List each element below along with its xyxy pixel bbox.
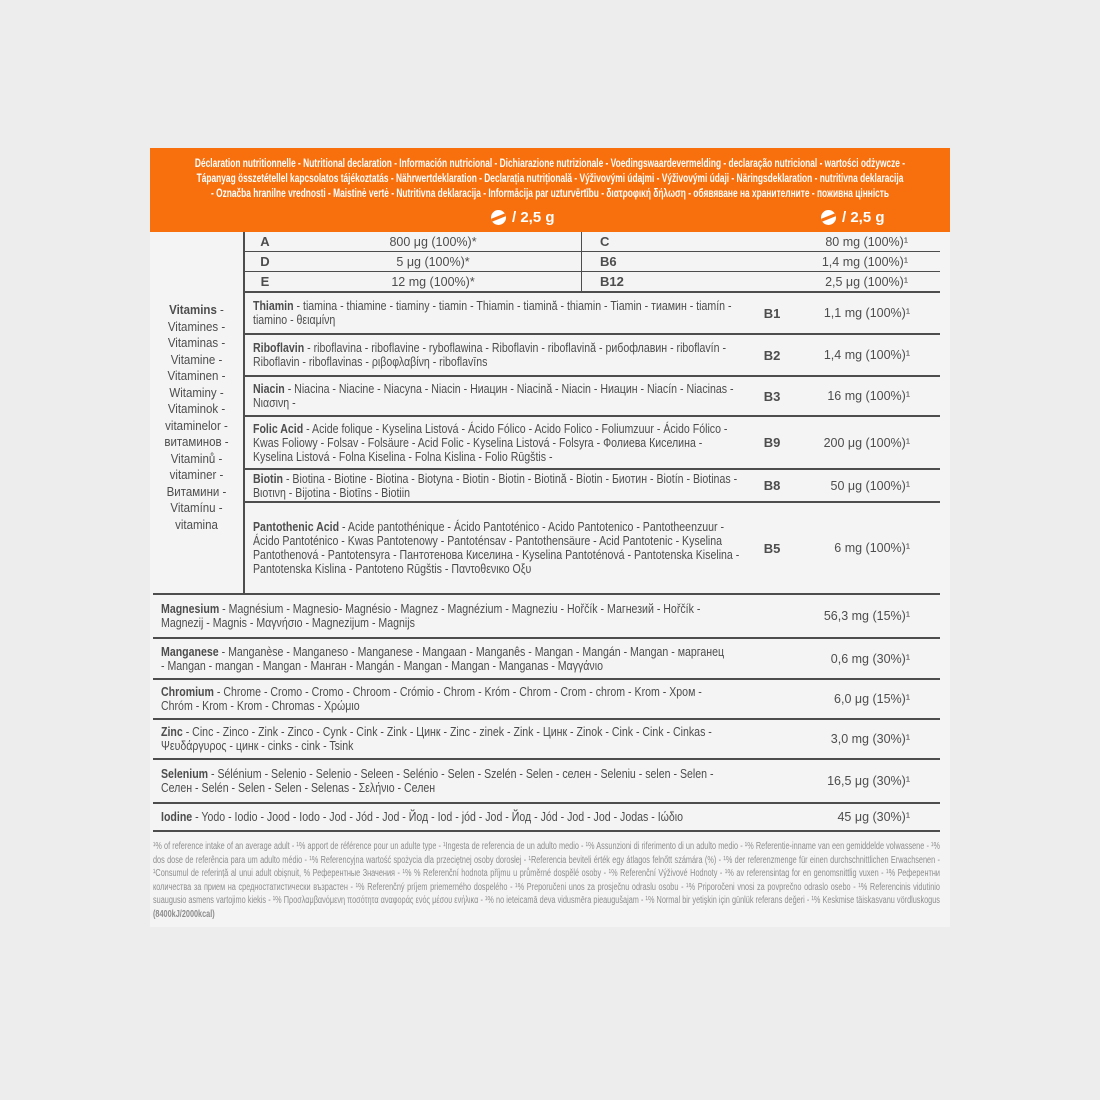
minerals-table (153, 593, 940, 832)
table-row-chromium (153, 680, 940, 720)
vitamin-code: B6 (600, 254, 617, 269)
vitamin-amount: 200 μg (100%)¹ (823, 435, 910, 450)
table-row-manganese (153, 639, 940, 680)
table-row-riboflavin (245, 335, 940, 377)
nutrient-names: Biotin - Biotina - Biotine - Biotina - Biotyna - Biotin - Biotin - Biotină - Biotin - Биотин - Biotín - Biotinas - Βιοτινη - Bijotina - Biotīns - Biotiin (253, 471, 738, 500)
nutrient-names: Zinc - Cinc - Zinco - Zink - Zinco - Cynk - Cink - Zink - Цинк - Zinc - zinek - Zink - Цинк - Zinok - Cink - Cink - Cinkas - Ψευδάργυρος - цинк - cinks - cink - Tsink (161, 725, 712, 753)
table-row-vitamin-d-b6 (245, 252, 940, 272)
banner-line-2: Tápanyag összetétellel kapcsolatos tájékoztatás - Nährwertdeklaration - Declarația nutrițională - Výživovými údajmi - Výživovými údaji - Näringsdeklaration - nutritivna deklaracija (196, 173, 904, 185)
vitamins-group-label-bold: Vitamins (169, 303, 217, 317)
reference-intake-footnote (153, 840, 940, 921)
tablet-icon (821, 210, 836, 225)
table-row-folic-acid (245, 417, 940, 470)
vitamin-code: B3 (763, 388, 781, 404)
vitamin-amount: 5 μg (100%)* (396, 254, 470, 269)
table-row-selenium (153, 760, 940, 804)
nutrient-names: Riboflavin - riboflavina - riboflavine - ryboflawina - Riboflavin - riboflavină - рибофлавин - riboflavín - Riboflavin - riboflavinas - ριβοφλαβίνη - riboflavīns (253, 341, 726, 369)
mineral-amount: 0,6 mg (30%)¹ (830, 651, 910, 666)
table-row-pantothenic-acid (245, 503, 940, 593)
serving-size-right (821, 209, 885, 226)
vitamin-amount: 1,4 mg (100%)¹ (823, 348, 910, 362)
vitamin-code: D (260, 254, 270, 269)
nutrient-names: Pantothenic Acid - Acide pantothénique - Ácido Pantoténico - Acido Pantotenico - Pantotheenzuur - Ácido Pantoténico - Kwas Pantotenowy - Pantoténsav - Pantothensäure - Acid Pantotenic - Kyselina Pantothenová - Pantotensyra - Пантотенова Киселина - Kyselina Pantoténová - Pantotenska Kiselina - Pantotenska Kislina - Pantoteno Rūgštis - Παντοθενικο Οξυ (253, 520, 740, 576)
vitamin-code: B5 (763, 540, 781, 556)
table-row-vitamin-a-c (245, 232, 940, 252)
tablet-icon (491, 210, 506, 225)
mineral-amount: 16,5 μg (30%)¹ (827, 774, 910, 788)
banner-line-1: Déclaration nutritionnelle - Nutritional declaration - Información nutricional - Dichiarazione nutrizionale - Voedingswaardevermelding - declaração nutricional - wartości odżywcze - (194, 158, 906, 170)
table-row-biotin (245, 470, 940, 503)
nutrition-table (150, 232, 950, 921)
vitamin-amount: 2,5 μg (100%)¹ (825, 274, 908, 289)
nutrient-names: Magnesium - Magnésium - Magnesio- Magnésio - Magnez - Magnézium - Magneziu - Hořčík - Магнезий - Hořčík - Magnezij - Magnis - Μαγνήσιο - Magnezijum - Magnijs (161, 602, 701, 630)
nutrition-panel (150, 148, 950, 927)
nutrient-names: Selenium - Sélénium - Selenio - Selenio - Seleen - Selénio - Selen - Szelén - Selen - селен - Seleniu - selen - Selen - Селен - Selén - Selen - Selen - Selenas - Σελήνιο - Селен (161, 767, 714, 795)
banner-line-3: - Označba hranilne vrednosti - Maistinė vertė - Nutritivna deklaracija - Informācija par uzturvērtību - διατροφική δήλωση - обявяване на хранителните - поживна цінність (210, 188, 890, 200)
vitamin-code: A (260, 234, 270, 249)
vitamin-amount: 1,1 mg (100%)¹ (823, 306, 910, 320)
table-row-thiamin (245, 293, 940, 335)
vitamins-group-label-rest: - Vitamines - Vitaminas - Vitamine - Vitaminen - Witaminy - Vitaminok - vitaminelor - витаминов - Vitaminů - vitaminer - Витамини - Vitamínu - vitamina (164, 303, 229, 532)
vitamin-code: E (260, 274, 270, 289)
nutrient-names: Niacin - Niacina - Niacine - Niacyna - Niacin - Ниацин - Niacină - Niacin - Ниацин - Niacín - Niacinas - Νιασινη - (253, 382, 734, 410)
vitamin-code: B8 (763, 478, 781, 493)
vitamins-table-column (243, 232, 940, 593)
mineral-amount: 6,0 μg (15%)¹ (834, 692, 910, 706)
table-row-magnesium (153, 595, 940, 639)
vitamin-code: B1 (763, 305, 781, 321)
vitamin-code: B9 (763, 435, 781, 450)
vitamin-code: B12 (600, 274, 624, 289)
vitamins-group-label (154, 295, 240, 533)
serving-size-label: / 2,5 g (842, 209, 885, 226)
footnote-text: ¹% of reference intake of an average adult - ¹% apport de référence pour un adulte type - ¹Ingesta de referencia de un adulto medio - ¹% Assunzioni di riferimento di un adulto medio - ¹% Referentie-inname van een gemiddelde volwassene - ¹% dos dose de referência para um adulto médio - ¹% Referencyjna wartość spożycia dla przeciętnej osoby dorosłej - ¹Referencia beviteli érték egy átlagos felnőtt számára (%) - ¹% der referenzmenge für einen durchschnittlichen Erwachsenen - ¹Consumul de referință al unui adult obișnuit, % Референтные Значения - ¹% % Referenční hodnota příjmu u průměrné dospělé osoby - ¹% Referenční Výživové Hodnoty - ¹% av referensintag for en genomsnittlig vuxen - ¹% Референтни количества за прием на средностатистически възрастен - ¹% Referenčný príjem priemerného dospelého - ¹% Preporučeni unos za prosječnu odraslu osobu - ¹% Priporočeni vnosi za povprečno odraslo osebo - ¹% Referencinis vidutinio suaugusio asmens vartojimo kiekis - ¹% Προσλαμβανόμενη ποσότητα αναφοράς ενός μέσου ενήλικα - ¹% no ieteicamā deva vidusmēra pieaugušajam - ¹% Normal bir yetişkin için günlük referans değeri - ¹% Keskmise täiskasvanu vördluskogus (153, 841, 940, 906)
serving-size-left (491, 209, 555, 226)
nutrient-names: Thiamin - tiamina - thiamine - tiaminy - tiamin - Thiamin - tiamină - thiamin - Tiamin - тиамин - tiamín - tiamino - θειαμίνη (253, 299, 732, 327)
mineral-amount: 45 μg (30%)¹ (837, 810, 910, 824)
vitamin-amount: 80 mg (100%)¹ (825, 234, 908, 249)
nutrient-names: Manganese - Manganèse - Manganeso - Manganese - Mangaan - Manganês - Mangan - Mangán - Mangan - марганец - Mangan - mangan - Mangan - Манган - Mangán - Mangan - Mangan - Manganas - Μαγγάνιο (161, 644, 725, 673)
vitamin-amount: 800 μg (100%)* (389, 234, 477, 249)
table-row-zinc (153, 720, 940, 760)
vitamin-amount: 50 μg (100%)¹ (830, 478, 910, 493)
table-row-vitamin-e-b12 (245, 272, 940, 293)
nutrient-names: Folic Acid - Acide folique - Kyselina Listová - Ácido Fólico - Acido Folico - Foliumzuur - Ácido Fólico - Kwas Foliowy - Folsav - Folsäure - Acid Folic - Kyselina Listová - Folsyra - Фолиева Киселина - Kyselina Listová - Folna Kiselina - Folna Kislina - Folio Rūgštis - (253, 421, 728, 464)
declaration-banner (150, 148, 950, 232)
footnote-energy-value: (8400kJ/2000kcal) (153, 908, 215, 920)
mineral-amount: 3,0 mg (30%)¹ (830, 732, 910, 746)
nutrient-names: Iodine - Yodo - Iodio - Jood - Iodo - Jod - Jód - Jod - Йод - Iod - jód - Jod - Йод - Jód - Jod - Jod - Jodas - Ιώδιο (161, 810, 684, 824)
serving-size-label: / 2,5 g (512, 209, 555, 226)
vitamin-code: C (600, 234, 610, 249)
vitamin-amount: 12 mg (100%)* (391, 274, 475, 289)
declaration-banner-text (156, 157, 944, 202)
nutrient-names: Chromium - Chrome - Cromo - Cromo - Chroom - Crómio - Chrom - Króm - Chrom - Crom - chrom - Krom - Хром - Chróm - Krom - Krom - Chromas - Χρώμιο (161, 685, 702, 713)
table-row-iodine (153, 804, 940, 832)
table-row-niacin (245, 377, 940, 417)
vitamin-code: B2 (763, 347, 781, 363)
vitamin-amount: 1,4 mg (100%)¹ (821, 254, 908, 269)
vitamin-amount: 6 mg (100%)¹ (834, 541, 910, 555)
mineral-amount: 56,3 mg (15%)¹ (823, 609, 910, 623)
vitamin-amount: 16 mg (100%)¹ (827, 389, 910, 403)
